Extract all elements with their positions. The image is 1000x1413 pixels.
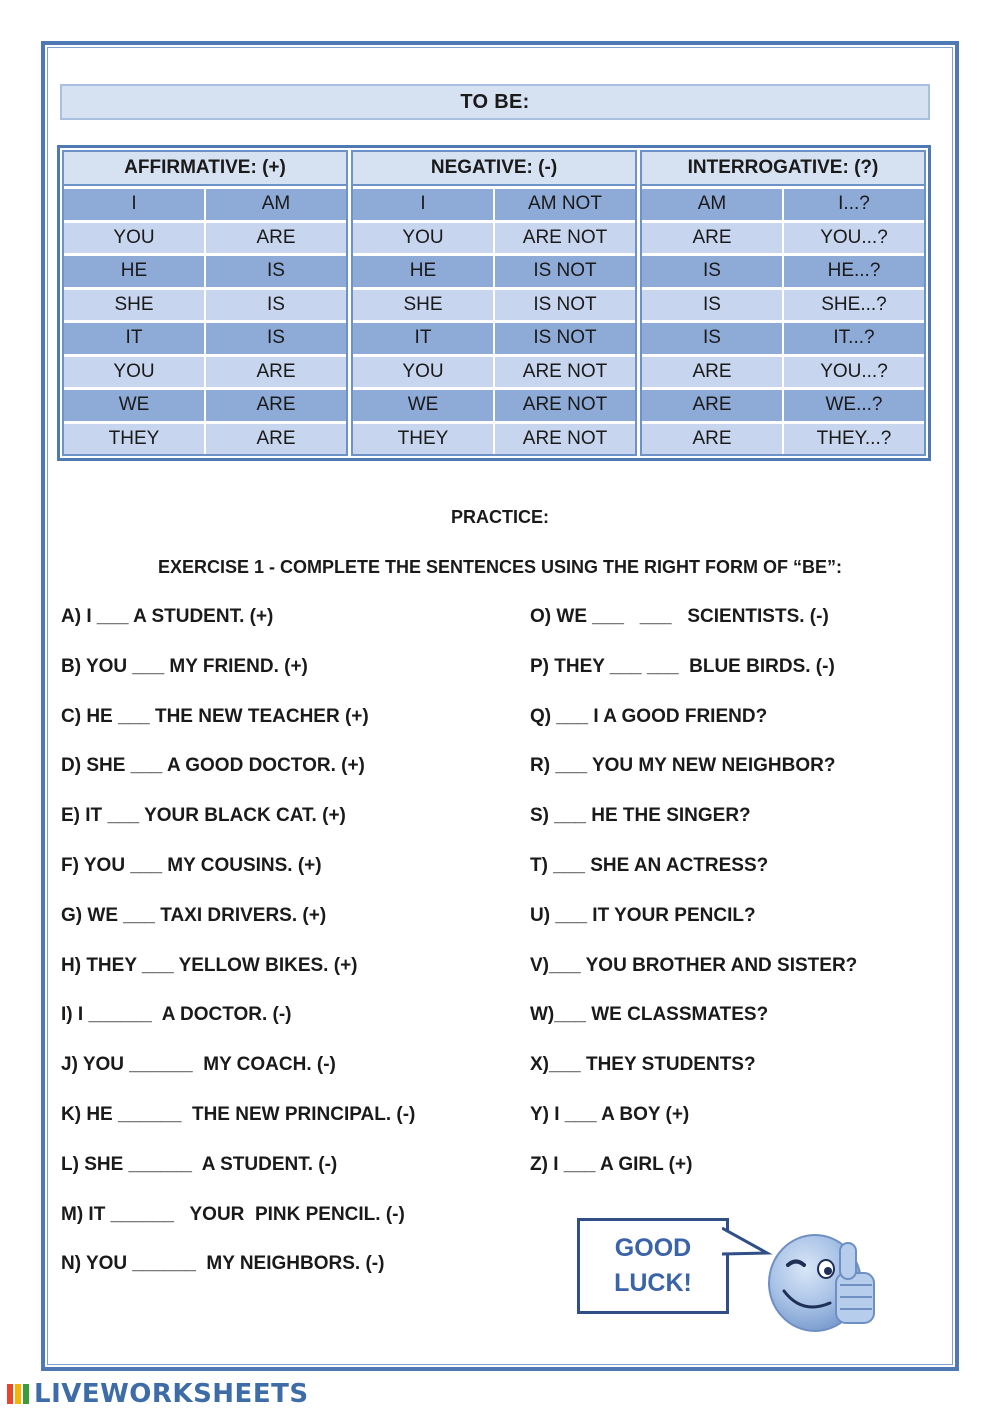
table-cell: SHE...? (821, 293, 887, 315)
exercise-question: Z) I ___ A GIRL (+) (530, 1153, 693, 1175)
table-row (64, 323, 346, 354)
table-row (64, 189, 346, 220)
table-cell: IT (353, 323, 495, 354)
liveworksheets-logo-icon (6, 1382, 30, 1406)
table-row (64, 256, 346, 287)
exercise-question: I) I ______ A DOCTOR. (-) (61, 1004, 292, 1026)
table-row (642, 390, 924, 421)
table-cell: I (353, 189, 495, 220)
table-row (353, 390, 635, 421)
table-cell: ARE NOT (522, 394, 608, 416)
column-header: AFFIRMATIVE: (+) (64, 152, 346, 186)
table-cell: IS (267, 260, 285, 282)
table-row (64, 223, 346, 254)
table-cell: YOU (353, 357, 495, 388)
table-row (353, 223, 635, 254)
table-cell: IS (642, 323, 784, 354)
exercise-question: V)___ YOU BROTHER AND SISTER? (530, 954, 858, 976)
table-cell: IT...? (833, 327, 875, 349)
exercise-question: S) ___ HE THE SINGER? (530, 805, 751, 827)
table-column (62, 150, 348, 456)
table-row (353, 290, 635, 321)
table-cell: HE...? (827, 260, 881, 282)
table-cell: ARE NOT (522, 226, 608, 248)
conjugation-table (57, 145, 931, 461)
table-cell: HE (64, 256, 206, 287)
table-row (642, 189, 924, 220)
exercise-question: W)___ WE CLASSMATES? (530, 1004, 769, 1026)
table-cell: SHE (353, 290, 495, 321)
table-cell: IS (267, 293, 285, 315)
table-column (640, 150, 926, 456)
exercise-question: D) SHE ___ A GOOD DOCTOR. (+) (61, 755, 365, 777)
table-cell: AM NOT (528, 193, 602, 215)
table-cell: IS NOT (533, 327, 597, 349)
table-cell: WE (64, 390, 206, 421)
exercise-question: M) IT ______ YOUR PINK PENCIL. (-) (61, 1203, 405, 1225)
table-cell: WE (353, 390, 495, 421)
column-header: INTERROGATIVE: (?) (642, 152, 924, 186)
table-cell: IS (642, 290, 784, 321)
table-row (642, 323, 924, 354)
table-cell: HE (353, 256, 495, 287)
table-cell: IS NOT (533, 260, 597, 282)
exercise-question: Q) ___ I A GOOD FRIEND? (530, 705, 768, 727)
table-cell: ARE (642, 357, 784, 388)
winking-thumbs-up-smiley-icon (760, 1225, 885, 1335)
table-column (351, 150, 637, 456)
table-cell: IS (642, 256, 784, 287)
table-cell: WE...? (825, 394, 883, 416)
table-cell: IS NOT (533, 293, 597, 315)
table-cell: YOU (64, 223, 206, 254)
page-title-text: TO BE: (460, 90, 530, 113)
table-row (642, 223, 924, 254)
exercise-question: T) ___ SHE AN ACTRESS? (530, 855, 769, 876)
table-cell: SHE (64, 290, 206, 321)
exercise-question: G) WE ___ TAXI DRIVERS. (+) (61, 904, 327, 926)
exercise-question: Y) I ___ A BOY (+) (530, 1104, 690, 1125)
page-title (60, 84, 930, 120)
exercise-heading: EXERCISE 1 - COMPLETE THE SENTENCES USING THE RIGHT FORM OF “BE”: (157, 557, 843, 577)
table-row (353, 256, 635, 287)
exercise-question: B) YOU ___ MY FRIEND. (+) (61, 655, 308, 677)
table-row (353, 189, 635, 220)
table-cell: YOU...? (820, 226, 888, 248)
brand-footer (6, 1378, 309, 1410)
table-row (642, 256, 924, 287)
exercise-question: U) ___ IT YOUR PENCIL? (530, 904, 756, 926)
bubble-line-2: LUCK! (614, 1269, 692, 1297)
exercise-question: P) THEY ___ ___ BLUE BIRDS. (-) (530, 655, 835, 677)
table-cell: ARE (256, 226, 296, 248)
table-cell: THEY (64, 424, 206, 455)
table-cell: AM (642, 189, 784, 220)
table-row (64, 390, 346, 421)
table-row (353, 357, 635, 388)
table-cell: ARE (642, 223, 784, 254)
brand-name: LIVEWORKSHEETS (34, 1379, 309, 1409)
table-cell: IT (64, 323, 206, 354)
table-row (642, 357, 924, 388)
exercise-question: F) YOU ___ MY COUSINS. (+) (61, 855, 322, 876)
table-cell: THEY (353, 424, 495, 455)
exercise-question: H) THEY ___ YELLOW BIKES. (+) (61, 954, 358, 976)
exercise-question: X)___ THEY STUDENTS? (530, 1054, 756, 1076)
table-cell: IS (267, 327, 285, 349)
table-cell: AM (261, 193, 291, 215)
exercise-question: L) SHE ______ A STUDENT. (-) (61, 1153, 338, 1175)
exercise-question: J) YOU ______ MY COACH. (-) (61, 1054, 336, 1076)
table-row (642, 424, 924, 455)
table-cell: THEY...? (816, 427, 892, 449)
table-cell: ARE (642, 390, 784, 421)
exercise-question: O) WE ___ ___ SCIENTISTS. (-) (530, 606, 829, 627)
table-cell: ARE (256, 427, 296, 449)
exercise-question: R) ___ YOU MY NEW NEIGHBOR? (530, 755, 836, 777)
table-cell: I (64, 189, 206, 220)
table-row (353, 323, 635, 354)
table-row (64, 424, 346, 455)
practice-heading: PRACTICE: (451, 507, 549, 527)
table-cell: ARE NOT (522, 427, 608, 449)
table-cell: YOU (64, 357, 206, 388)
table-cell: ARE (256, 360, 296, 382)
exercise-question: A) I ___ A STUDENT. (+) (61, 606, 274, 627)
table-row (64, 357, 346, 388)
column-header: NEGATIVE: (-) (353, 152, 635, 186)
exercise-question: E) IT ___ YOUR BLACK CAT. (+) (61, 805, 346, 827)
table-cell: YOU (353, 223, 495, 254)
table-cell: ARE (642, 424, 784, 455)
table-row (353, 424, 635, 455)
table-row (642, 290, 924, 321)
exercise-question: K) HE ______ THE NEW PRINCIPAL. (-) (61, 1104, 416, 1125)
bubble-line-1: GOOD (614, 1234, 692, 1262)
exercise-question: C) HE ___ THE NEW TEACHER (+) (61, 705, 369, 727)
table-cell: ARE NOT (522, 360, 608, 382)
table-cell: ARE (256, 394, 296, 416)
good-luck-bubble (577, 1218, 729, 1314)
exercise-question: N) YOU ______ MY NEIGHBORS. (-) (61, 1253, 385, 1275)
table-cell: I...? (838, 193, 870, 215)
table-cell: YOU...? (820, 360, 888, 382)
table-row (64, 290, 346, 321)
